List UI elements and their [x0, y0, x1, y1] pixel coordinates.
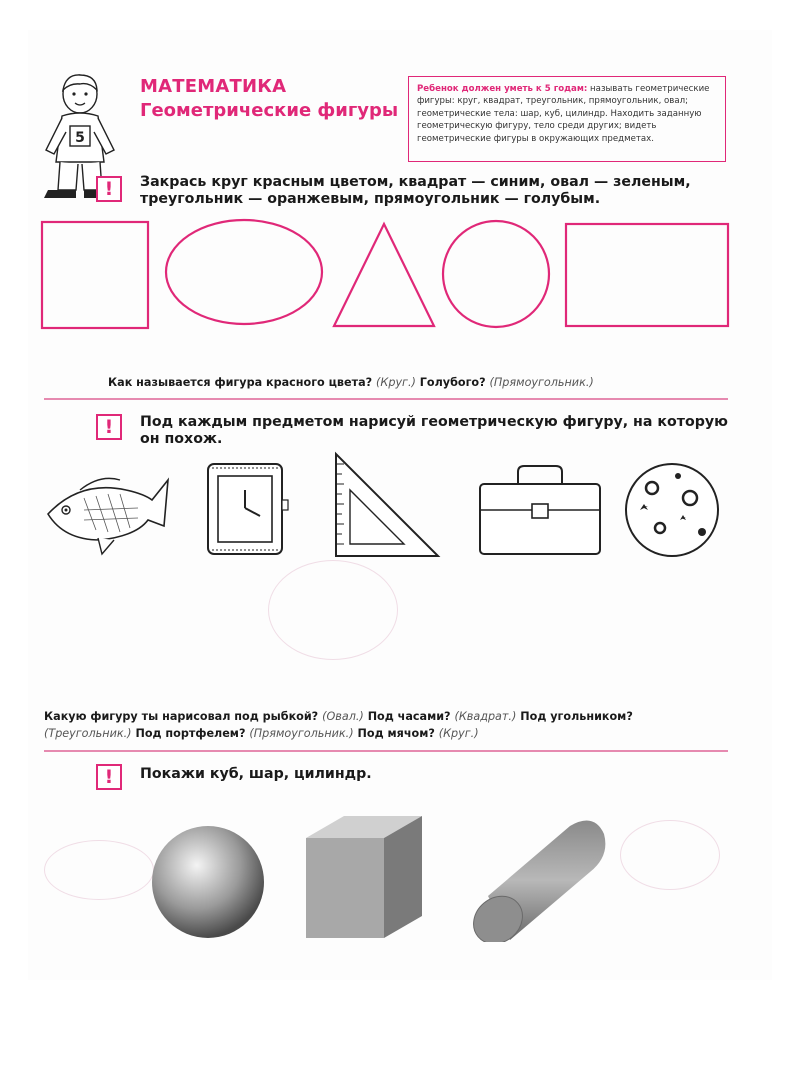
- sphere-solid: [152, 826, 264, 938]
- square-outline: [42, 222, 148, 328]
- bleed-through-plate: [44, 840, 154, 900]
- cube-solid: [306, 816, 422, 938]
- briefcase-illustration: [480, 466, 600, 554]
- task3-instruction: Покажи куб, шар, цилиндр.: [140, 766, 372, 782]
- set-square-illustration: [336, 454, 438, 556]
- cylinder-solid: [464, 821, 605, 942]
- info-box-text: называть геометрические фигуры: круг, квадрат, треугольник, прямоугольник, овал; геометрические тела: шар, куб, цилиндр. Находить заданную геометрическую фигуру, тело среди других; видеть геометрические фигуры в окружающих предметах.: [417, 84, 710, 144]
- fish-illustration: [48, 478, 168, 554]
- page-subject: МАТЕМАТИКА: [140, 76, 287, 97]
- task1-instruction: [140, 174, 691, 208]
- task2-instruction: [140, 414, 728, 448]
- exclamation-icon: !: [96, 414, 122, 440]
- objects-row: [40, 450, 740, 560]
- question-2: Какую фигуру ты нарисовал под рыбкой? (Овал.) Под часами? (Квадрат.) Под угольником? (Треугольник.) Под портфелем? (Прямоугольник.) Под мячом? (Круг.): [44, 710, 633, 740]
- task2-line2: он похож.: [140, 431, 223, 447]
- exclamation-icon: !: [96, 764, 122, 790]
- bleed-through-cup: [268, 560, 398, 660]
- ball-illustration: [626, 464, 718, 556]
- outline-shapes-row: [38, 218, 738, 330]
- task1-line2: треугольник — оранжевым, прямоугольник — голубым.: [140, 191, 601, 207]
- skills-info-box: [408, 76, 726, 162]
- section-divider: [44, 750, 728, 752]
- circle-outline: [443, 221, 549, 327]
- 3d-solids-row: [150, 812, 610, 942]
- oval-outline: [166, 220, 322, 324]
- exclamation-icon: !: [96, 176, 122, 202]
- rectangle-outline: [566, 224, 728, 326]
- watch-illustration: [208, 464, 288, 554]
- task2-line1: Под каждым предметом нарисуй геометрическую фигуру, на которую: [140, 414, 728, 430]
- triangle-outline: [334, 224, 434, 326]
- task1-line1: Закрась круг красным цветом, квадрат — синим, овал — зеленым,: [140, 174, 691, 190]
- section-divider: [44, 398, 728, 400]
- info-box-lead: Ребенок должен уметь к 5 годам:: [417, 84, 588, 94]
- mascot-badge-number: 5: [75, 130, 85, 146]
- bleed-through-bowl: [620, 820, 720, 890]
- question-1: Как называется фигура красного цвета? (Круг.) Голубого? (Прямоугольник.): [108, 376, 594, 389]
- page-topic: Геометрические фигуры: [140, 100, 399, 121]
